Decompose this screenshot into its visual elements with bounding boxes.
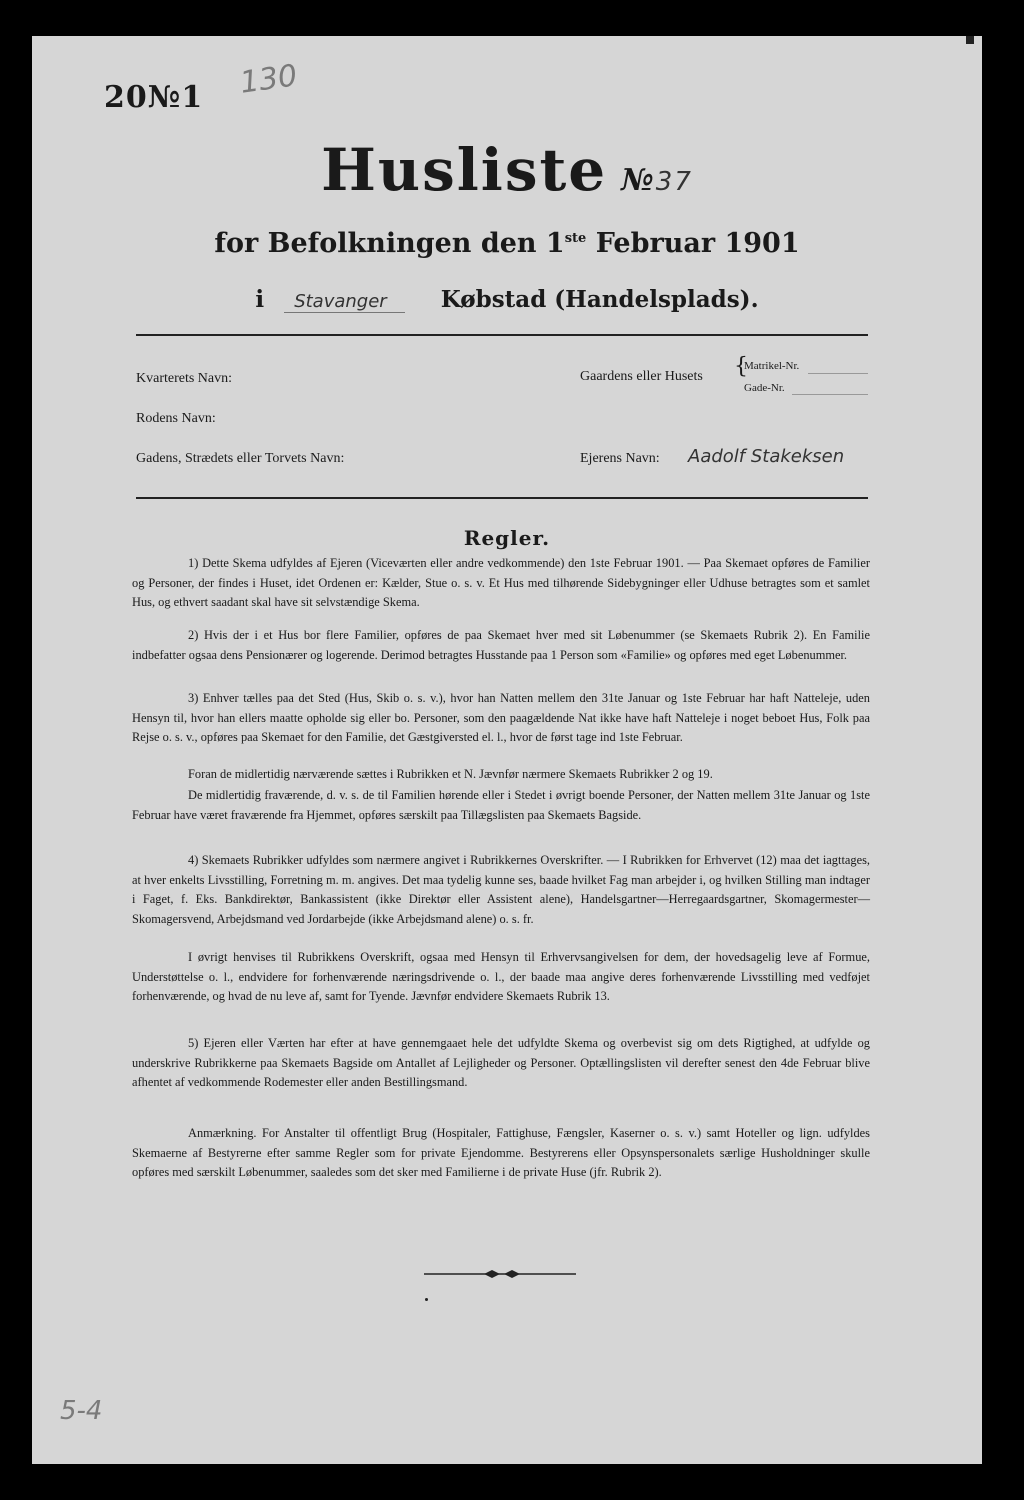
- top-rule: [136, 334, 868, 336]
- brace: {: [734, 354, 748, 379]
- place-prefix: i: [255, 286, 265, 313]
- matrikel-line: [808, 373, 868, 374]
- rule-paragraph-3b: Foran de midlertidig nærværende sættes i Rubrikken et N. Jævnfør nærmere Skemaets Rubrikker 2 og 19.: [188, 767, 713, 781]
- census-sheet: [32, 36, 982, 1464]
- subtitle-sup: ste: [564, 231, 587, 246]
- ornament-dot: [425, 1298, 428, 1301]
- gade-nr-label: Gade-Nr.: [744, 382, 785, 394]
- rule-paragraph-5: 5) Ejeren eller Værten har efter at have gennemgaaet hele det udfyldte Skema og overbevist sig om dets Rigtighed, at udfylde og underskrive Rubrikkerne paa Skemaets Bagside om Antallet af Lejligheder og Personer. Optællingslisten vil derefter senest den 4de Februar blive afhentet af vedkommende Rodemester eller anden Bestillingsmand.: [132, 1036, 870, 1090]
- note-paragraph: Anmærkning. For Anstalter til offentligt Brug (Hospitaler, Fattighuse, Fængsler, Kaserner o. s. v.) samt Hoteller og lign. udfyldes Skemaerne af Bestyrerne efter samme Regler som for private Ejendomme. Bestyrerens eller Opsynspersonalets særlige Husholdninger skulle opføres med særskilt Løbenummer, saaledes som det sker med Familierne i de private Huse (jfr. Rubrik 2).: [132, 1126, 870, 1180]
- gaden-label: Gadens, Strædets eller Torvets Navn:: [136, 451, 345, 466]
- ejer-label: Ejerens Navn:: [580, 451, 660, 466]
- matrikel-label: Matrikel-Nr.: [744, 360, 800, 372]
- pencil-note-bottom: 5-4: [60, 1396, 103, 1426]
- rule-paragraph-4b: I øvrigt henvises til Rubrikkens Overskrift, ogsaa med Hensyn til Erhvervsangivelsen for dem, der hovedsagelig leve af Formue, Understøttelse o. l., endvidere for forhenværende næringsdrivende o. l., der baade maa angive deres forhenværende Livsstilling med vedføjet forhenværende, og hvad de nu leve af, samt for Tyende. Jævnfør endvidere Skemaets Rubrik 13.: [132, 950, 870, 1004]
- ejer-handwritten: Aadolf Stakeksen: [688, 446, 845, 467]
- place-handwritten: Stavanger: [284, 291, 405, 313]
- subtitle-pre: for Befolkningen den 1: [214, 228, 565, 259]
- title-number-label: №: [621, 163, 656, 198]
- document-subtitle: [32, 228, 982, 259]
- title-number-handwritten: 37: [655, 167, 693, 197]
- document-title: [32, 136, 982, 204]
- edge-mark: [966, 36, 974, 44]
- rule-paragraph-4: 4) Skemaets Rubrikker udfyldes som nærmere angivet i Rubrikkernes Overskrifter. — I Rubrikken for Erhvervet (12) maa det iagttages, at hver enkelts Livsstilling, Forretning m. m. angives. Det maa tydelig kunne ses, baade hvilket Fag man arbejder i, og hvilken Stilling man indtager i Faget, f. Eks. Bankdirektør, Bankassistent (ikke Direktør eller Assistent alene), Handelsgartner—Herregaardsgartner, Skomagermester—Skomagersvend, Arbejdsmand ved Jordarbejde (ikke Arbejdsmand alene) o. s. fr.: [132, 853, 870, 926]
- roden-label: Rodens Navn:: [136, 411, 216, 426]
- gade-nr-line: [792, 394, 868, 395]
- rule-paragraph-3c: De midlertidig fraværende, d. v. s. de til Familien hørende eller i Stedet i øvrigt boende Personer, der Natten mellem 31te Januar og 1ste Februar have været fraværende fra Hjemmet, opføres særskilt paa Tillægslisten paa Skemaets Bagside.: [132, 788, 870, 822]
- subtitle-post: Februar 1901: [586, 228, 800, 259]
- fields-rule: [136, 497, 868, 499]
- rule-paragraph-3: 3) Enhver tælles paa det Sted (Hus, Skib o. s. v.), hvor han Natten mellem den 31te Januar og 1ste Februar har haft Natteleje, uden Hensyn til, hvor han ellers maatte opholde sig eller bo. Personer, som den paagældende Nat ikke have haft Natteleje i noget beboet Hus, Folk paa Rejse o. s. v., opføres paa Skemaet for den Familie, det Gæstgiversted el. l., hvor de først tage ind 1ste Februar.: [132, 691, 870, 745]
- pencil-note-top: 130: [237, 58, 300, 101]
- gaard-label: Gaardens eller Husets: [580, 369, 703, 384]
- form-number: 20№1: [104, 80, 204, 115]
- rule-paragraph-1: 1) Dette Skema udfyldes af Ejeren (Viceværten eller andre vedkommende) den 1ste Februar 1901. — Paa Skemaet opføres de Familier og Personer, der findes i Huset, idet Ordenen er: Kælder, Stue o. s. v. Et Hus med tilhørende Sidebygninger eller Udhuse betragtes som et samlet Hus, og ethvert saadant skal have sit selvstændige Skema.: [132, 556, 870, 610]
- divider-ornament: [424, 1268, 576, 1280]
- place-line: [32, 286, 982, 313]
- rule-paragraph-2: 2) Hvis der i et Hus bor flere Familier, opføres de paa Skemaet hver med sit Løbenummer (se Skemaets Rubrik 2). En Familie indbefatter ogsaa dens Pensionærer og logerende. Derimod betragtes Husstande paa 1 Person som «Familie» og opføres med eget Løbenummer.: [132, 628, 870, 662]
- place-suffix: Købstad (Handelsplads).: [440, 286, 759, 313]
- rules-title: Regler.: [463, 526, 551, 550]
- title-text: Husliste: [321, 136, 608, 204]
- kvarter-label: Kvarterets Navn:: [136, 371, 233, 386]
